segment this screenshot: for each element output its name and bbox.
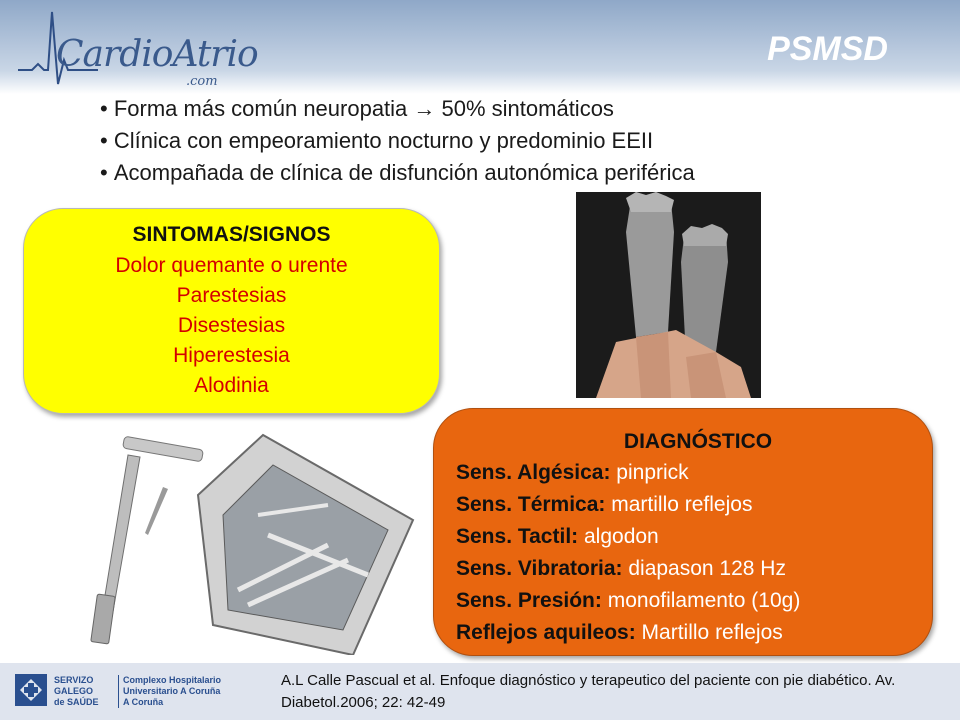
- diagnosis-row: [434, 489, 932, 521]
- diagnosis-label: Sens. Presión:: [456, 589, 602, 612]
- bullet-list: [100, 93, 695, 189]
- bullet-item: • Acompañada de clínica de disfunción autonómica periférica: [100, 157, 695, 189]
- symptom-item: Dolor quemante o urente: [115, 254, 348, 277]
- diagnosis-row: [434, 553, 932, 585]
- bullet-item: • Forma más común neuropatia → 50% sintomáticos: [100, 93, 695, 125]
- tuning-fork-case-icon: [198, 435, 413, 655]
- sergas-name: SERVIZO GALEGO de SAÚDE: [54, 675, 99, 707]
- diagnostic-tools-photo: [28, 425, 438, 655]
- diagnosis-label: Sens. Tactil:: [456, 525, 579, 548]
- diagnosis-box: [433, 408, 933, 656]
- sergas-logo: [14, 671, 244, 711]
- diagnosis-label: Sens. Vibratoria:: [456, 557, 623, 580]
- bullet-item: • Clínica con empeoramiento nocturno y predominio EEII: [100, 125, 695, 157]
- socks-photo: [576, 192, 761, 398]
- slide-header: [0, 0, 960, 94]
- diagnosis-row: [434, 457, 932, 489]
- sergas-cross-icon: [14, 673, 48, 707]
- diagnosis-value: martillo reflejos: [605, 493, 753, 516]
- symptom-item: Alodinia: [194, 374, 269, 397]
- diagnosis-title: DIAGNÓSTICO: [623, 430, 773, 453]
- slide-title: PSMSD: [767, 30, 888, 68]
- logo-text: CardioAtrio: [56, 34, 258, 75]
- diagnosis-value: algodon: [578, 525, 659, 548]
- diagnosis-row: [434, 521, 932, 553]
- reflex-hammer-icon: [91, 436, 204, 644]
- symptom-item: Parestesias: [176, 284, 287, 307]
- logo-suffix: .com: [186, 74, 218, 89]
- symptoms-title: SINTOMAS/SIGNOS: [132, 223, 331, 246]
- hospital-name: Complexo Hospitalario Universitario A Coruña A Coruña: [118, 675, 221, 708]
- symptom-item: Hiperestesia: [173, 344, 290, 367]
- cardioatrio-logo: [18, 8, 258, 88]
- citation-text: A.L Calle Pascual et al. Enfoque diagnóstico y terapeutico del paciente con pie diabético. Av. Diabetol.2006; 22: 42-49: [281, 672, 896, 711]
- diagnosis-label: Sens. Algésica:: [456, 461, 611, 484]
- symptom-item: Disestesias: [177, 314, 286, 337]
- diagnosis-label: Reflejos aquileos:: [456, 621, 636, 644]
- diagnosis-row: [434, 585, 932, 617]
- diagnosis-value: diapason 128 Hz: [622, 557, 786, 580]
- diagnosis-label: Sens. Térmica:: [456, 493, 606, 516]
- diagnosis-row: [434, 617, 932, 649]
- diagnosis-value: monofilamento (10g): [601, 589, 801, 612]
- diagnosis-value: Martillo reflejos: [635, 621, 783, 644]
- symptoms-box: [23, 208, 440, 414]
- diagnosis-value: pinprick: [610, 461, 689, 484]
